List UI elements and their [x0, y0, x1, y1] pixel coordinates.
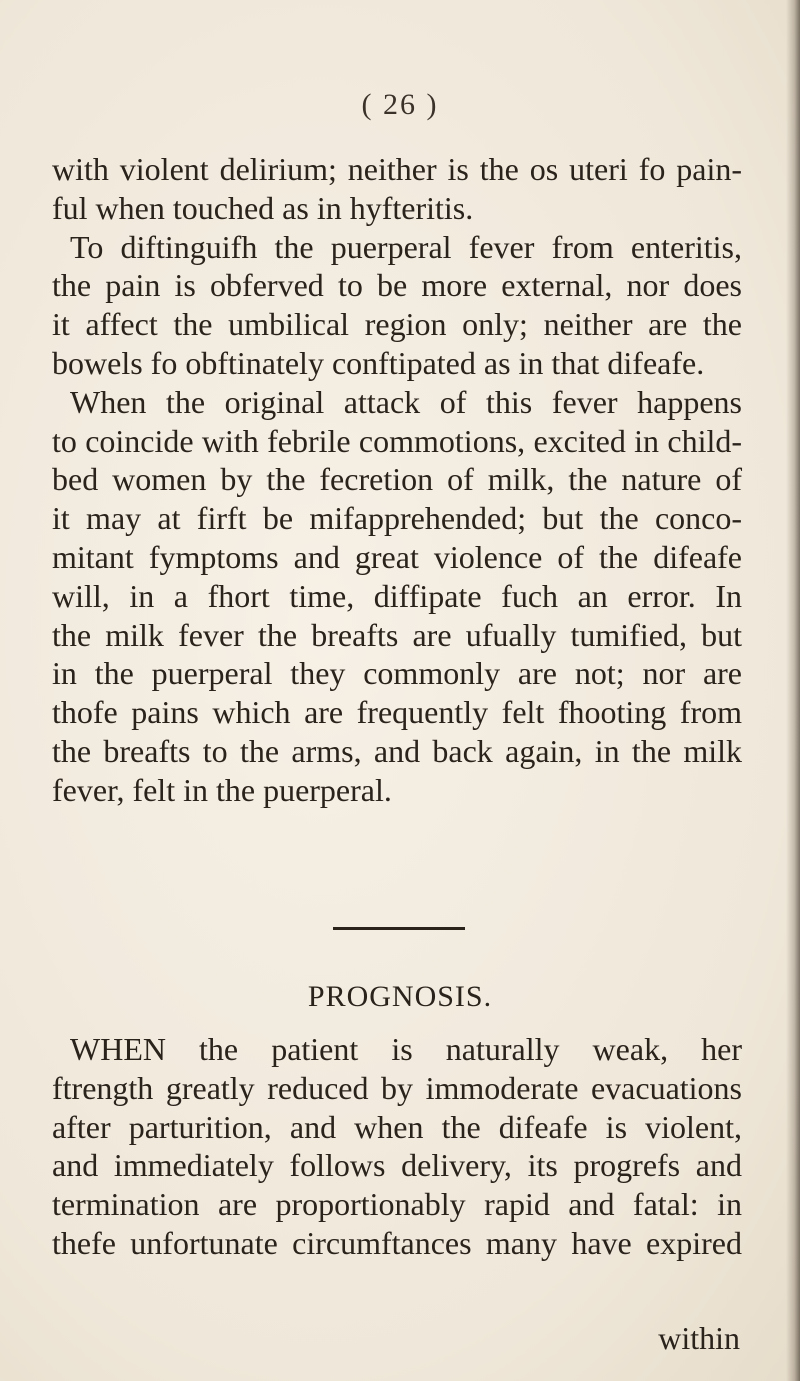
- text-line: the milk fever the breafts are ufually tumified, but: [52, 616, 742, 653]
- body-text-prognosis: [52, 1030, 742, 1263]
- page-number: ( 26 ): [361, 88, 439, 121]
- text-line: termination are proportionably rapid and fatal: in: [52, 1186, 742, 1223]
- text-line: will, in a fhort time, diffipate fuch an error. In: [52, 577, 742, 614]
- text-line: bed women by the fecretion of milk, the nature of: [52, 461, 742, 498]
- section-heading: PROGNOSIS.: [307, 980, 493, 1013]
- text-line: To diftinguifh the puerperal fever from enteritis,: [70, 228, 742, 265]
- text-line: mitant fymptoms and great violence of the difeafe: [52, 538, 742, 575]
- text-line: with violent delirium; neither is the os uteri fo pain-: [52, 151, 742, 187]
- page-edge-shadow: [786, 0, 800, 1381]
- text-line: thofe pains which are frequently felt fhooting from: [52, 694, 742, 731]
- text-line: the breafts to the arms, and back again, in the milk: [52, 732, 742, 769]
- text-line: and immediately follows delivery, its progrefs and: [52, 1147, 742, 1184]
- text-line: When the original attack of this fever happens: [70, 383, 742, 420]
- text-line: in the puerperal they commonly are not; nor are: [52, 655, 742, 692]
- text-line: to coincide with febrile commotions, excited in child-: [52, 422, 742, 459]
- text-line: fever, felt in the puerperal.: [52, 771, 392, 808]
- text-line: the pain is obferved to be more external, nor does: [52, 267, 742, 304]
- text-line: it affect the umbilical region only; neither are the: [52, 306, 742, 343]
- body-text-top: [52, 150, 742, 810]
- text-line: it may at firft be mifapprehended; but the conco-: [52, 500, 742, 537]
- text-line: ftrength greatly reduced by immoderate evacuations: [52, 1069, 742, 1106]
- text-line: thefe unfortunate circumftances many have expired: [52, 1224, 742, 1261]
- text-line: after parturition, and when the difeafe is violent,: [52, 1108, 742, 1145]
- text-line: WHEN the patient is naturally weak, her: [70, 1031, 742, 1067]
- catchword: within: [658, 1320, 740, 1356]
- text-line: bowels fo obftinately conftipated as in that difeafe.: [52, 344, 705, 381]
- section-divider: [333, 927, 465, 930]
- text-line: ful when touched as in hyfteritis.: [52, 189, 474, 226]
